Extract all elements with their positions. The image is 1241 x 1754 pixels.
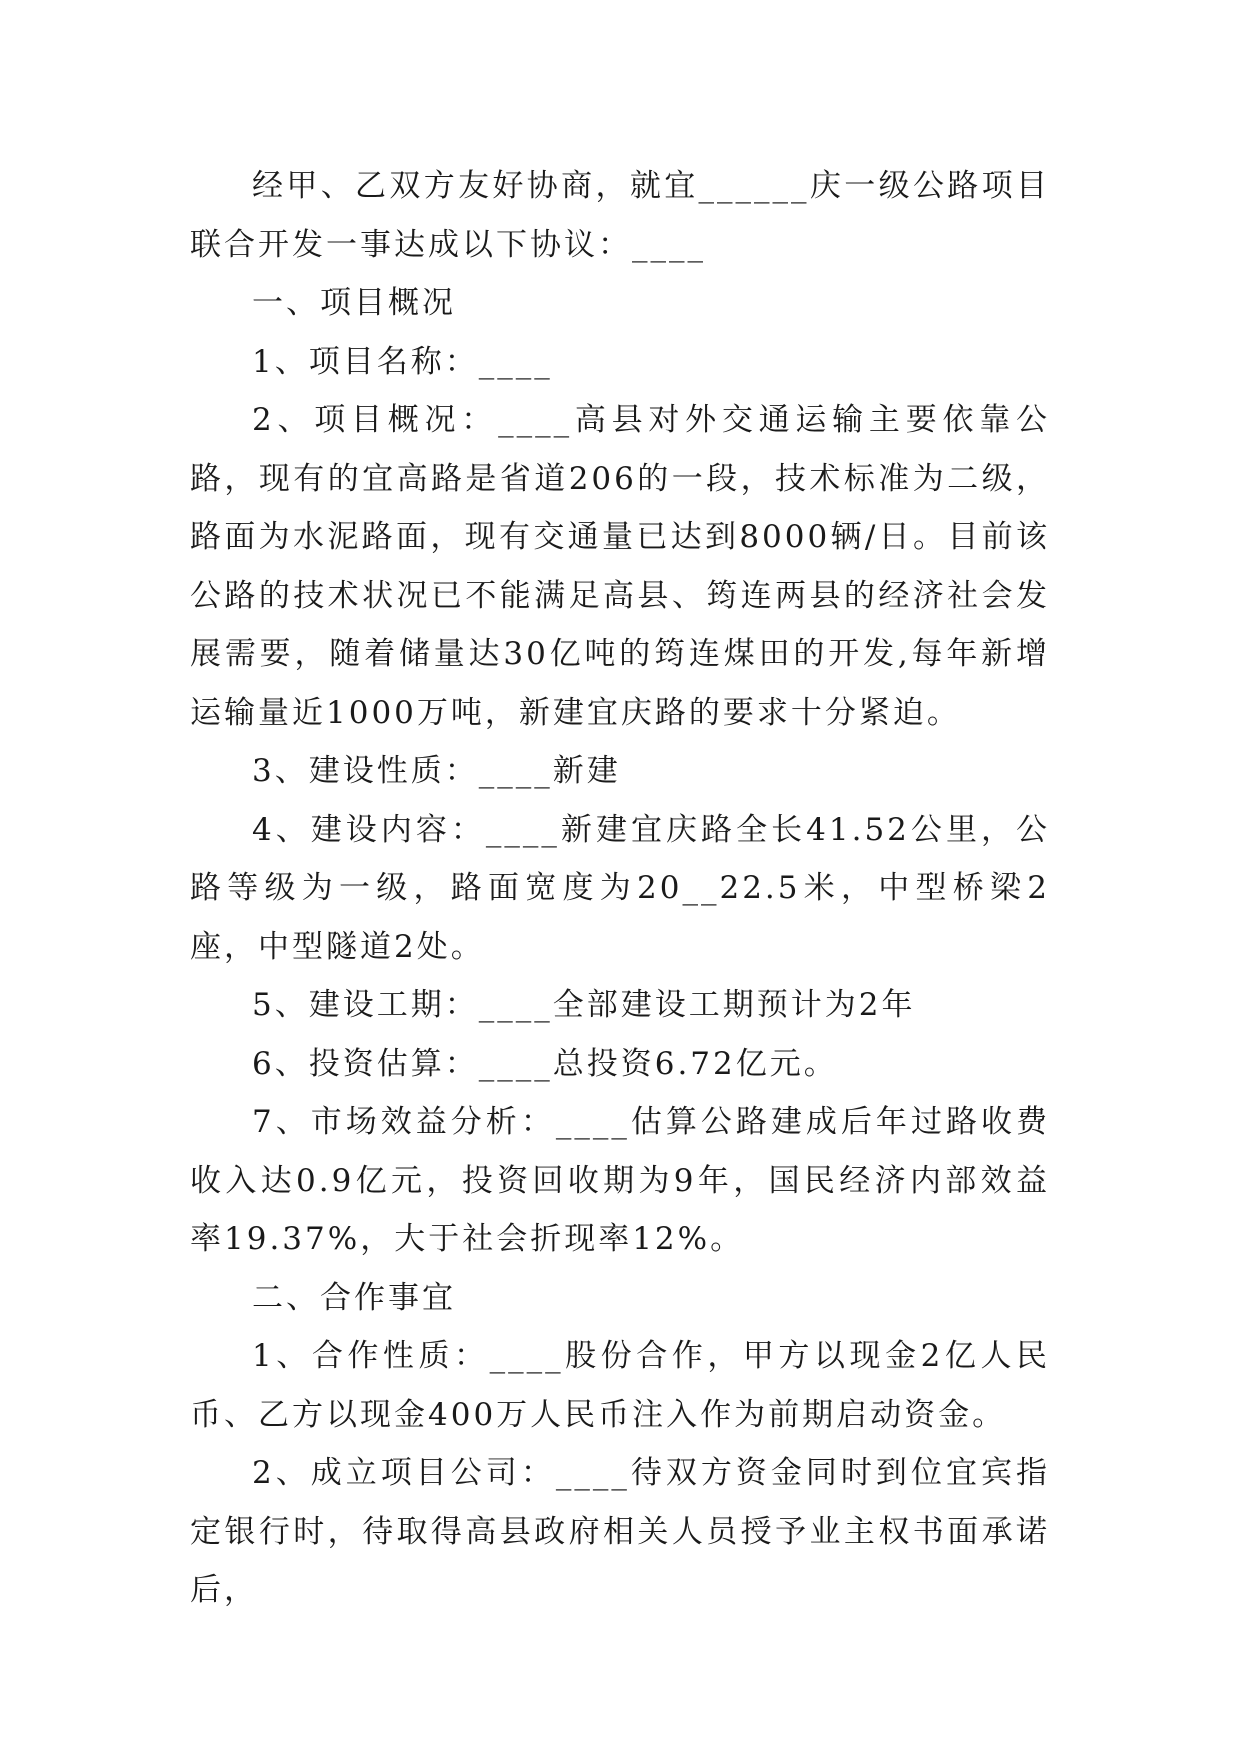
paragraph-project-summary: 2、项目概况：____高县对外交通运输主要依靠公路，现有的宜高路是省道206的一段，技术标准为二级，路面为水泥路面，现有交通量已达到8000辆/日。目前该公路的技术状况已不能满足高县、筠连两县的经济社会发展需要，随着储量达30亿吨的筠连煤田的开发,每年新增运输量近1000万吨，新建宜庆路的要求十分紧迫。 (190, 402, 1050, 731)
paragraph-project-company: 2、成立项目公司：____待双方资金同时到位宜宾指定银行时，待取得高县政府相关人员授予业主权书面承诺后， (190, 1455, 1050, 1608)
paragraph-cooperation-nature: 1、合作性质：____股份合作，甲方以现金2亿人民币、乙方以现金400万人民币注入作为前期启动资金。 (190, 1338, 1050, 1433)
paragraph-intro: 经甲、乙双方友好协商，就宜______庆一级公路项目联合开发一事达成以下协议：____ (190, 168, 1050, 263)
heading-project-overview: 一、项目概况 (252, 285, 456, 321)
paragraph-construction-content: 4、建设内容：____新建宜庆路全长41.52公里，公路等级为一级，路面宽度为20__22.5米，中型桥梁2座，中型隧道2处。 (190, 811, 1050, 965)
paragraph-investment-estimate: 6、投资估算：____总投资6.72亿元。 (252, 1045, 838, 1082)
document-body (190, 157, 1050, 1620)
heading-cooperation-matters: 二、合作事宜 (252, 1279, 456, 1316)
paragraph-project-name: 1、项目名称：____ (252, 343, 553, 380)
paragraph-construction-nature: 3、建设性质：____新建 (252, 753, 621, 789)
paragraph-construction-period: 5、建设工期：____全部建设工期预计为2年 (252, 987, 916, 1023)
paragraph-market-benefit: 7、市场效益分析：____估算公路建成后年过路收费收入达0.9亿元，投资回收期为9年，国民经济内部效益率19.37%，大于社会折现率12%。 (190, 1104, 1050, 1257)
